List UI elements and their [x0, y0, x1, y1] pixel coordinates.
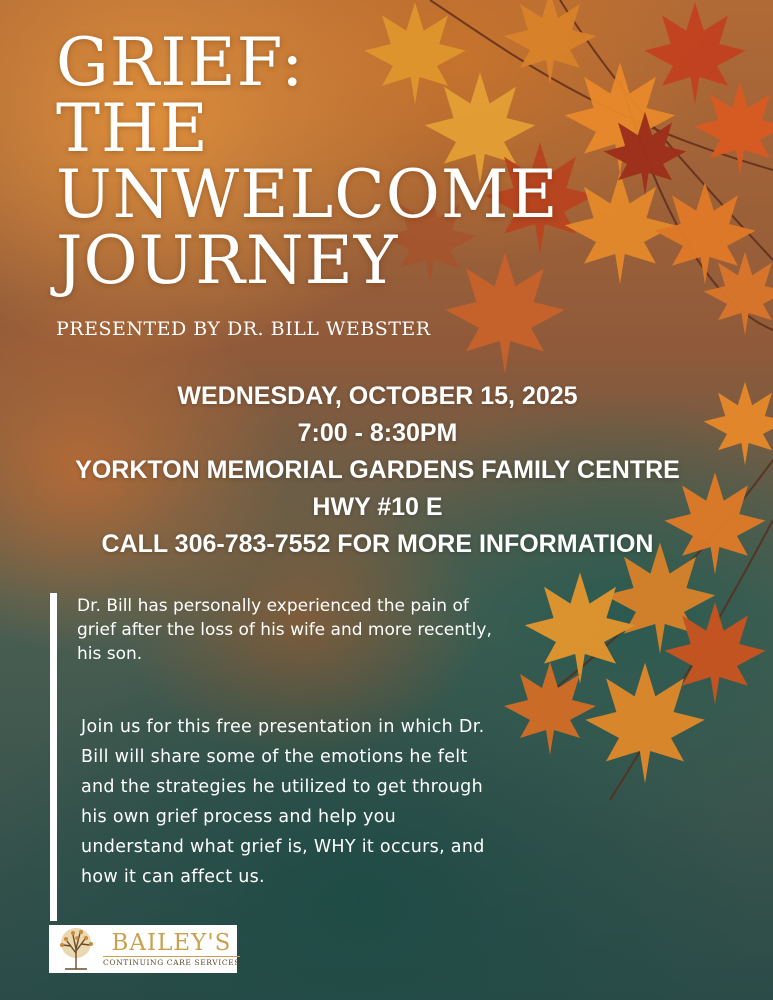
quote-bar — [50, 593, 57, 921]
event-address: HWY #10 E — [312, 493, 443, 521]
event-venue: YORKTON MEMORIAL GARDENS FAMILY CENTRE — [75, 456, 680, 484]
logo-name: BAILEY'S — [111, 929, 232, 956]
title-line: JOURNEY — [56, 222, 399, 299]
event-details — [0, 378, 773, 563]
title-line: THE — [56, 90, 209, 167]
logo-text — [103, 931, 240, 968]
title-line: UNWELCOME — [56, 156, 559, 233]
event-time: 7:00 - 8:30PM — [297, 419, 458, 447]
event-date: WEDNESDAY, OCTOBER 15, 2025 — [177, 382, 578, 410]
event-title — [56, 24, 559, 299]
title-line: GRIEF: — [56, 24, 305, 101]
description-paragraph: Join us for this free presentation in which Dr. Bill will share some of the emotions he felt and the strategies he utilized to get through his own grief process and help you understand what grief is, WHY it occurs, and how it can affect us. — [81, 717, 485, 887]
baileys-logo — [49, 925, 240, 973]
presenter-credit: PRESENTED BY DR. BILL WEBSTER — [56, 318, 431, 340]
event-contact: CALL 306-783-7552 FOR MORE INFORMATION — [101, 530, 654, 558]
logo-tagline: CONTINUING CARE SERVICES — [103, 957, 240, 967]
intro-paragraph: Dr. Bill has personally experienced the pain of grief after the loss of his wife and more recently, his son. — [77, 596, 492, 664]
tree-icon — [53, 927, 99, 971]
